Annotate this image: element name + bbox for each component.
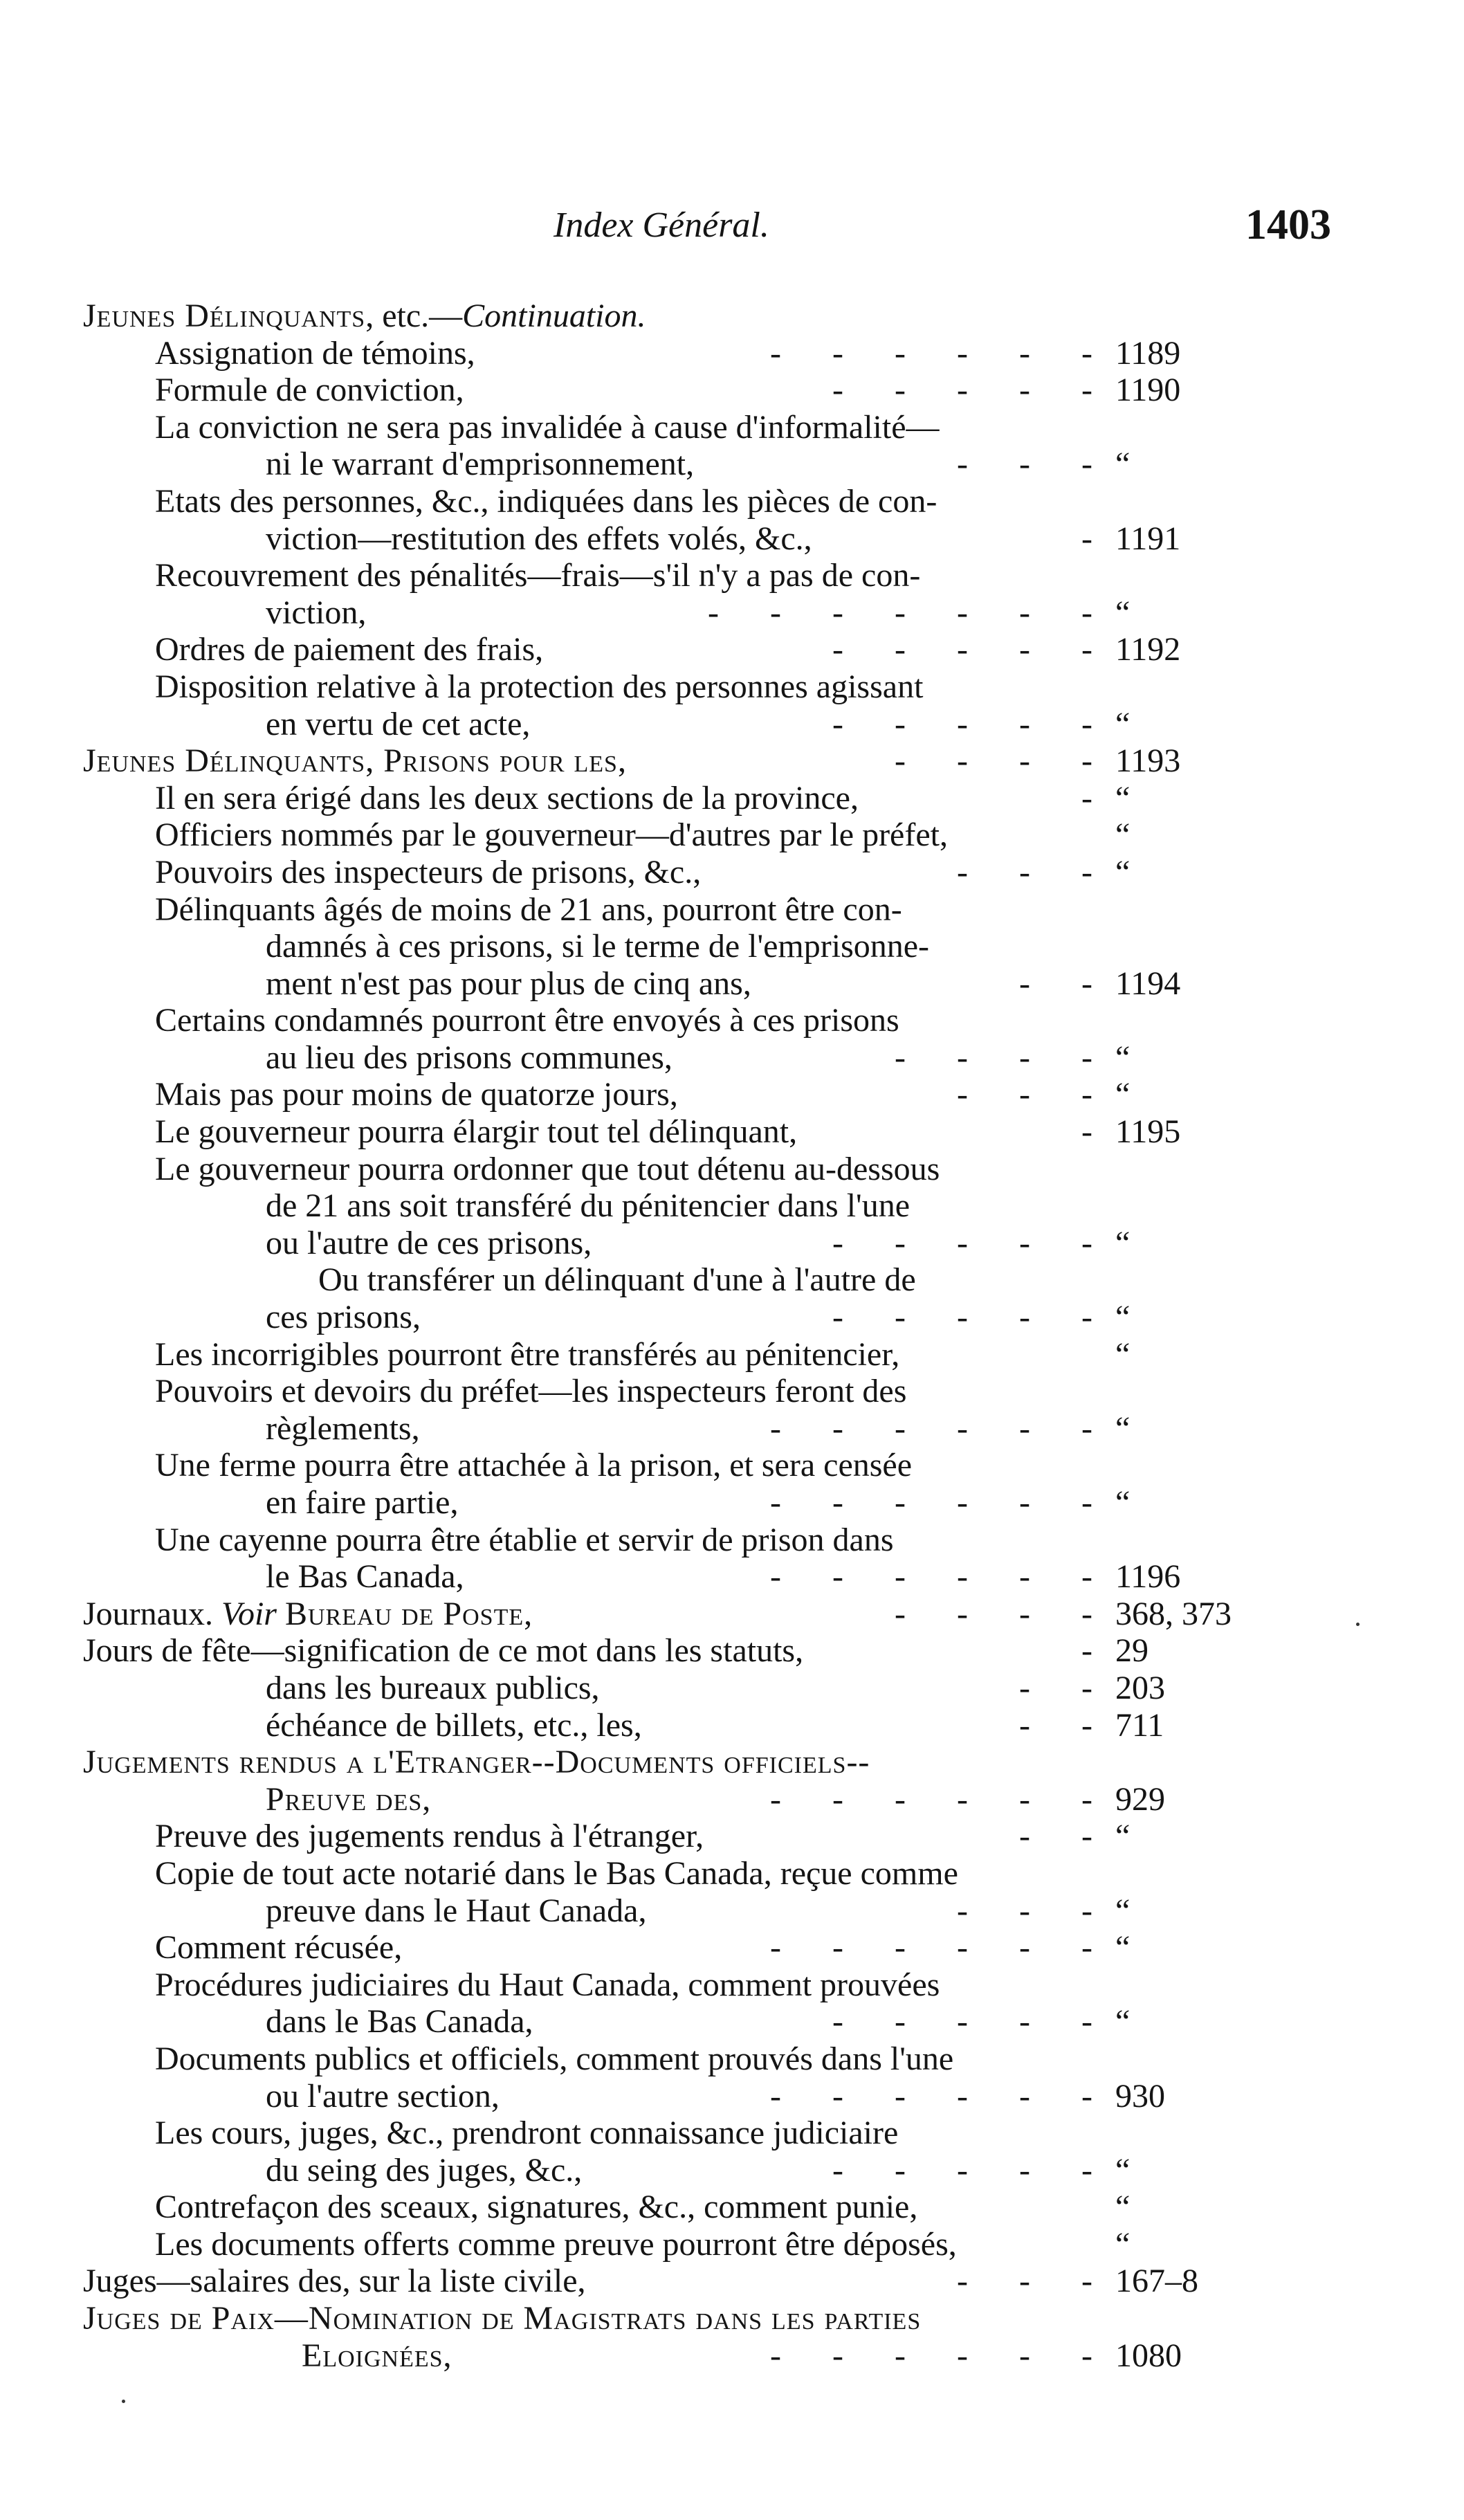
entry-text	[155, 2189, 917, 2226]
leader-dashes: -	[1081, 779, 1092, 816]
index-entry	[0, 557, 1464, 594]
leader-dashes: - - - -	[895, 1595, 1092, 1632]
index-entry	[0, 1781, 1464, 1818]
index-entry	[0, 1855, 1464, 1892]
index-entry	[0, 1892, 1464, 1930]
entry-text	[155, 2040, 953, 2078]
page-reference: “	[1115, 1299, 1131, 1336]
entry-text	[266, 928, 929, 965]
entry-text-plain: Une ferme pourra être attachée à la prison, et sera censée	[155, 1447, 913, 1484]
page-reference: “	[1115, 1076, 1131, 1113]
index-entry	[0, 409, 1464, 446]
entry-text	[155, 335, 475, 372]
entry-text-plain: viction—restitution des effets volés, &c.,	[266, 520, 812, 557]
index-entry	[0, 483, 1464, 520]
leader-dashes: - - - - - -	[770, 1929, 1092, 1966]
index-entry	[0, 891, 1464, 929]
page-reference: “	[1115, 1818, 1131, 1855]
index-entry	[0, 2263, 1464, 2300]
entry-text	[302, 2337, 452, 2375]
index-entry	[0, 1410, 1464, 1448]
entry-text	[155, 372, 464, 409]
entry-text-plain: Documents publics et officiels, comment prouvés dans l'une	[155, 2040, 954, 2077]
entry-text-plain: Pouvoirs des inspecteurs de prisons, &c.,	[155, 853, 702, 891]
index-entry	[0, 631, 1464, 668]
leader-dashes: - - - - - -	[770, 1409, 1092, 1447]
index-entry	[0, 965, 1464, 1003]
entry-text	[155, 891, 902, 929]
entry-text	[266, 1892, 646, 1930]
index-entry	[0, 816, 1464, 854]
entry-text-plain: Mais pas pour moins de quatorze jours,	[155, 1076, 678, 1113]
leader-dashes: - - -	[957, 446, 1092, 483]
entry-text-plain: Contrefaçon des sceaux, signatures, &c., comment punie,	[155, 2189, 918, 2226]
entry-text-plain: Les documents offerts comme preuve pourront être déposés,	[155, 2225, 957, 2263]
index-entry	[0, 854, 1464, 891]
index-entry	[0, 446, 1464, 483]
page-reference: 1195	[1115, 1113, 1181, 1151]
running-header-title: Index Général.	[553, 206, 769, 245]
index-entry	[0, 1596, 1464, 1633]
index-entry	[0, 1261, 1464, 1299]
leader-dashes: - - - - -	[832, 631, 1092, 668]
entry-text	[155, 2226, 957, 2263]
entry-heading: Eloignées,	[302, 2337, 452, 2374]
page-reference: “	[1115, 1409, 1131, 1447]
index-entry	[0, 2189, 1464, 2226]
index-entry	[0, 1818, 1464, 1855]
entry-text-plain: damnés à ces prisons, si le terme de l'emprisonne-	[266, 928, 930, 965]
page-reference: “	[1115, 1039, 1131, 1076]
entry-text	[155, 1336, 899, 1373]
entry-text	[155, 1113, 797, 1151]
entry-text-plain: Procédures judiciaires du Haut Canada, comment prouvées	[155, 1966, 940, 2003]
page-reference: “	[1115, 1224, 1131, 1261]
index-entry	[0, 1113, 1464, 1151]
index-entry	[0, 1929, 1464, 1966]
entry-text-plain: Officiers nommés par le gouverneur—d'autres par le préfet,	[155, 816, 948, 854]
entry-text-plain: ment n'est pas pour plus de cinq ans,	[266, 965, 751, 1002]
entry-text-plain: en vertu de cet acte,	[266, 705, 531, 742]
entry-text	[266, 1558, 464, 1596]
entry-text	[155, 1151, 940, 1188]
entry-text-italic: Voir	[221, 1595, 285, 1632]
leader-dashes: - - - - -	[832, 1299, 1092, 1336]
entry-text-plain: ni le warrant d'emprisonnement,	[266, 446, 695, 483]
page-reference: “	[1115, 705, 1131, 742]
index-entry	[0, 1558, 1464, 1596]
index-entry	[0, 1187, 1464, 1225]
entry-text-plain: dans le Bas Canada,	[266, 2003, 533, 2040]
leader-dashes: - -	[1019, 1818, 1092, 1855]
leader-dashes: - - - - -	[832, 1224, 1092, 1261]
index-entry	[0, 520, 1464, 558]
entry-text-plain: preuve dans le Haut Canada,	[266, 1892, 647, 1929]
entry-text	[83, 2263, 586, 2300]
page-reference: “	[1115, 2189, 1131, 2226]
entry-text-plain: Ordres de paiement des frais,	[155, 631, 544, 668]
page-reference: 1196	[1115, 1558, 1181, 1596]
entry-text-plain: Délinquants âgés de moins de 21 ans, pourront être con-	[155, 891, 902, 928]
entry-text-plain: Etats des personnes, &c., indiquées dans les pièces de con-	[155, 482, 937, 520]
page-reference: “	[1115, 446, 1131, 483]
entry-text	[83, 1744, 870, 1781]
entry-text	[266, 2078, 500, 2115]
page-reference: “	[1115, 1484, 1131, 1521]
entry-text-plain: , etc.—	[365, 298, 463, 334]
entry-text	[266, 1670, 600, 1707]
entry-text	[266, 1039, 672, 1077]
page-reference: 711	[1115, 1706, 1164, 1744]
page-reference: “	[1115, 2151, 1131, 2189]
entry-text	[83, 298, 646, 335]
page-reference: 368, 373	[1115, 1595, 1232, 1632]
entry-text	[155, 1522, 894, 1559]
entry-text	[155, 2115, 898, 2152]
index-entry	[0, 1744, 1464, 1781]
entry-heading: Jeunes Délinquants, Prisons pour les,	[83, 742, 627, 780]
index-entry	[0, 928, 1464, 965]
page-reference: “	[1115, 853, 1131, 891]
page-reference: 1193	[1115, 742, 1181, 780]
entry-heading: Preuve des,	[266, 1780, 432, 1818]
entry-text	[266, 1707, 642, 1744]
entry-text	[83, 742, 627, 780]
entry-text-plain: ou l'autre de ces prisons,	[266, 1224, 592, 1261]
entry-text	[266, 1225, 592, 1262]
entry-text	[266, 965, 751, 1003]
page-reference: “	[1115, 779, 1131, 816]
page-number: 1403	[1245, 201, 1331, 248]
page-reference: “	[1115, 2003, 1131, 2040]
entry-text	[155, 854, 701, 891]
entry-text-plain: La conviction ne sera pas invalidée à cause d'informalité—	[155, 408, 940, 446]
entry-text	[155, 557, 920, 594]
page-reference: 203	[1115, 1669, 1165, 1706]
entry-heading: Jeunes Délinquants	[83, 298, 366, 334]
index-entry	[0, 2337, 1464, 2375]
entry-text-plain: Il en sera érigé dans les deux sections de la province,	[155, 779, 859, 816]
index-entry	[0, 1373, 1464, 1410]
index-entry	[0, 298, 1464, 335]
entry-text	[83, 1632, 803, 1670]
index-entry	[0, 706, 1464, 743]
entry-text	[155, 1076, 678, 1113]
index-entry	[0, 1522, 1464, 1559]
entry-text	[266, 1299, 421, 1336]
entry-text-plain: Les cours, juges, &c., prendront connaissance judiciaire	[155, 2115, 899, 2152]
entry-text	[83, 1596, 533, 1633]
page-reference: 1190	[1115, 372, 1181, 409]
leader-dashes: - - - - -	[832, 2151, 1092, 2189]
page-reference: 1192	[1115, 631, 1181, 668]
entry-text-plain: échéance de billets, etc., les,	[266, 1706, 642, 1744]
index-entry	[0, 372, 1464, 409]
leader-dashes: - - - - - -	[770, 334, 1092, 372]
index-entry	[0, 1336, 1464, 1373]
leader-dashes: - - -	[957, 2263, 1092, 2300]
entry-text	[266, 1484, 458, 1522]
entry-text-plain: au lieu des prisons communes,	[266, 1039, 672, 1076]
entry-text	[155, 1373, 906, 1410]
entry-text	[155, 668, 923, 706]
entry-text-plain: Les incorrigibles pourront être transférés au pénitencier,	[155, 1335, 900, 1373]
entry-text-plain: Pouvoirs et devoirs du préfet—les inspecteurs feront des	[155, 1373, 907, 1410]
entry-text-plain: Jours de fête—signification de ce mot dans les statuts,	[83, 1632, 804, 1670]
leader-dashes: - -	[1019, 1669, 1092, 1706]
leader-dashes: - - - - -	[832, 705, 1092, 742]
entry-text	[155, 1855, 958, 1892]
page-reference: “	[1115, 1929, 1131, 1966]
index-entry	[0, 2003, 1464, 2040]
entry-text	[266, 520, 812, 558]
entry-text-plain: Copie de tout acte notarié dans le Bas Canada, reçue comme	[155, 1854, 958, 1892]
page-reference: “	[1115, 2225, 1131, 2263]
entry-text	[155, 816, 948, 854]
index-list	[0, 298, 1464, 2374]
leader-dashes: -	[1081, 1632, 1092, 1670]
page-reference: “	[1115, 1335, 1131, 1373]
entry-text	[155, 780, 859, 817]
entry-text-plain: ces prisons,	[266, 1299, 421, 1336]
entry-text-plain: Disposition relative à la protection des personnes agissant	[155, 668, 924, 705]
index-entry	[0, 1039, 1464, 1077]
ink-speck	[122, 2400, 125, 2403]
leader-dashes: - - - - - -	[770, 2077, 1092, 2115]
entry-text-plain: Certains condamnés pourront être envoyés à ces prisons	[155, 1002, 899, 1039]
leader-dashes: - - - - -	[832, 372, 1092, 409]
leader-dashes: -	[1081, 1113, 1092, 1151]
page-reference: 929	[1115, 1780, 1165, 1818]
entry-heading: Jugements rendus a l'Etranger--Documents officiels--	[83, 1744, 870, 1781]
entry-text-plain: Recouvrement des pénalités—frais—s'il n'y a pas de con-	[155, 557, 921, 594]
leader-dashes: - - - - - - -	[708, 594, 1092, 631]
leader-dashes: - - - -	[895, 742, 1092, 780]
entry-text-plain: Formule de conviction,	[155, 372, 464, 409]
entry-text	[318, 1261, 916, 1299]
index-entry	[0, 1225, 1464, 1262]
entry-text-plain: Assignation de témoins,	[155, 334, 475, 372]
page-reference: 1191	[1115, 520, 1181, 557]
index-entry	[0, 2115, 1464, 2152]
entry-text	[266, 1781, 431, 1818]
entry-text	[155, 1002, 899, 1039]
page-reference: 167–8	[1115, 2263, 1198, 2300]
entry-text	[266, 1410, 420, 1448]
entry-text-plain: Journaux.	[83, 1595, 221, 1632]
entry-text-plain: du seing des juges, &c.,	[266, 2151, 583, 2189]
entry-text-plain: Le gouverneur pourra ordonner que tout détenu au-dessous	[155, 1150, 940, 1187]
entry-text-plain: règlements,	[266, 1409, 420, 1447]
leader-dashes: - -	[1019, 965, 1092, 1002]
entry-text-plain: Comment récusée,	[155, 1929, 403, 1966]
index-entry	[0, 668, 1464, 706]
entry-text-plain: ou l'autre section,	[266, 2077, 500, 2115]
index-entry	[0, 780, 1464, 817]
entry-text	[266, 446, 694, 483]
index-entry	[0, 2152, 1464, 2189]
index-entry	[0, 594, 1464, 632]
ink-speck	[1356, 1623, 1360, 1626]
index-entry	[0, 1076, 1464, 1113]
index-entry	[0, 335, 1464, 372]
entry-text	[155, 1447, 912, 1484]
leader-dashes: - - - -	[895, 1039, 1092, 1076]
entry-text-plain: de 21 ans soit transféré du pénitencier dans l'une	[266, 1187, 911, 1225]
leader-dashes: - -	[1019, 1706, 1092, 1744]
entry-text	[155, 1966, 940, 2004]
index-entry	[0, 1299, 1464, 1336]
entry-text	[266, 706, 530, 743]
entry-text-plain: le Bas Canada,	[266, 1558, 464, 1596]
entry-text	[155, 1818, 704, 1855]
entry-text	[155, 1929, 402, 1966]
leader-dashes: - - - - -	[832, 2003, 1092, 2040]
entry-text-plain: dans les bureaux publics,	[266, 1669, 600, 1706]
entry-text	[266, 2003, 533, 2040]
entry-text-plain: Preuve des jugements rendus à l'étranger,	[155, 1818, 704, 1855]
page-reference: 1189	[1115, 334, 1181, 372]
entry-text-plain: Juges—salaires des, sur la liste civile,	[83, 2263, 586, 2300]
index-entry	[0, 1151, 1464, 1188]
leader-dashes: - - - - - -	[770, 1558, 1092, 1596]
index-entry	[0, 1670, 1464, 1707]
entry-text	[155, 483, 937, 520]
entry-text	[266, 1187, 910, 1225]
leader-dashes: - - -	[957, 853, 1092, 891]
page-reference: 1194	[1115, 965, 1181, 1002]
entry-text-plain: Ou transférer un délinquant d'une à l'autre de	[318, 1261, 916, 1299]
page-reference: 930	[1115, 2077, 1165, 2115]
entry-text	[155, 409, 940, 446]
entry-heading: Juges de Paix—Nomination de Magistrats dans les parties	[83, 2300, 922, 2337]
entry-text	[266, 2152, 582, 2189]
entry-text-plain: Une cayenne pourra être établie et servir de prison dans	[155, 1521, 894, 1558]
entry-text	[266, 594, 366, 632]
leader-dashes: - - -	[957, 1892, 1092, 1929]
index-entry	[0, 1484, 1464, 1522]
page-reference: “	[1115, 816, 1131, 854]
index-entry	[0, 1632, 1464, 1670]
leader-dashes: - - - - - -	[770, 2337, 1092, 2374]
page-reference: “	[1115, 1892, 1131, 1929]
index-entry	[0, 2226, 1464, 2263]
page-reference: 1080	[1115, 2337, 1182, 2374]
index-entry	[0, 742, 1464, 780]
entry-text-plain: en faire partie,	[266, 1484, 459, 1521]
index-entry	[0, 1447, 1464, 1484]
index-entry	[0, 2300, 1464, 2337]
index-entry	[0, 2078, 1464, 2115]
page-reference: 29	[1115, 1632, 1149, 1670]
entry-text-plain: viction,	[266, 594, 367, 631]
leader-dashes: -	[1081, 520, 1092, 557]
entry-text-plain: Le gouverneur pourra élargir tout tel délinquant,	[155, 1113, 798, 1151]
entry-text-italic: Continuation.	[462, 298, 646, 334]
index-entry	[0, 1002, 1464, 1039]
index-entry	[0, 1707, 1464, 1744]
leader-dashes: - - -	[957, 1076, 1092, 1113]
entry-text	[155, 631, 543, 668]
page-reference: “	[1115, 594, 1131, 631]
entry-heading: Bureau de Poste,	[284, 1595, 533, 1632]
leader-dashes: - - - - - -	[770, 1484, 1092, 1521]
index-entry	[0, 2040, 1464, 2078]
leader-dashes: - - - - - -	[770, 1780, 1092, 1818]
index-entry	[0, 1966, 1464, 2004]
entry-text	[83, 2300, 921, 2337]
